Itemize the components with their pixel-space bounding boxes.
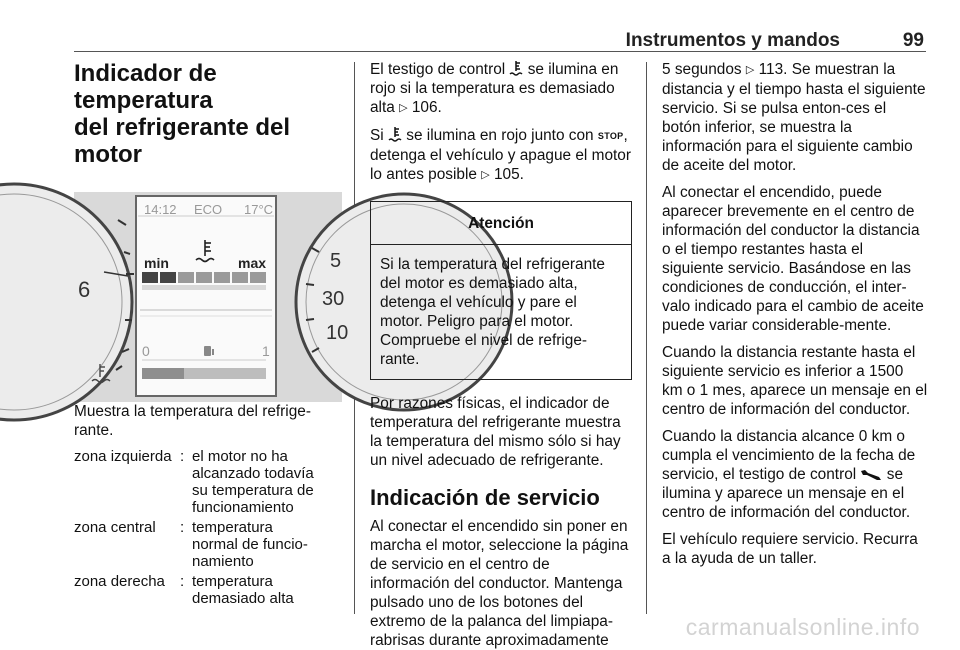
zone-separator: :	[180, 519, 185, 536]
display-max-label: max	[238, 255, 267, 271]
caption: Muestra la temperatura del refrige-rante.	[74, 403, 311, 439]
caution-body: Si la temperatura del refrigerante del motor es demasiado alta, detenga el vehículo y pare el motor. Peligro para el motor. Compruebe el nivel de refrige-rante.	[380, 256, 605, 368]
zone-desc-line: alcanzado todavía	[192, 465, 314, 482]
text-fragment: se ilumina en rojo junto con	[406, 127, 594, 144]
gauge-left-number: 6	[78, 277, 91, 302]
text-fragment: El testigo de control	[370, 61, 506, 78]
text-fragment: Se muestran la distancia y el tiempo hasta el siguiente servicio. Si se pulsa enton-ces el botón inferior, se muestra la información para el siguiente cambio de aceite del motor.	[662, 61, 926, 174]
driver-info-display	[136, 196, 276, 396]
instrument-cluster-illustration	[74, 192, 349, 402]
paragraph-service-required: El vehículo requiere servicio. Recurra a la ayuda de un taller.	[662, 531, 918, 567]
display-eco: ECO	[194, 202, 223, 217]
stop-icon: STOP	[597, 131, 624, 141]
text-fragment: Si	[370, 127, 384, 144]
section-title-line: Indicador de temperatura	[74, 60, 217, 114]
page-ref-arrow-icon: ▷	[399, 102, 408, 114]
section-title-line: del refrigerante del motor	[74, 114, 291, 168]
gauge-right-number-top: 5	[330, 250, 342, 272]
zone-desc	[192, 448, 342, 516]
zone-term: zona central	[74, 519, 156, 536]
zone-separator: :	[180, 573, 185, 590]
page-ref[interactable]: 105.	[493, 166, 524, 183]
display-fuel-one: 1	[262, 343, 270, 359]
zone-desc-line: demasiado alta	[192, 590, 294, 607]
display-fuel-zero: 0	[142, 343, 150, 359]
column-divider-2	[646, 62, 647, 614]
page-ref-arrow-icon: ▷	[745, 64, 755, 76]
display-outside-temp: 17°C	[244, 202, 274, 217]
column-1	[74, 60, 349, 607]
temperature-bar	[142, 272, 266, 290]
caution-box	[370, 201, 632, 380]
page-ref[interactable]: 106.	[411, 99, 442, 116]
zone-desc-line: su temperatura de	[192, 482, 314, 499]
paragraph-ignition: Al conectar el encendido, puede aparecer brevemente en el centro de información del conductor la distancia o el tiempo restantes hasta el siguiente servicio. Basándose en las condiciones de conducción, el inter-valo indicado para el cambio de aceite puede variar considerable-mente.	[662, 184, 924, 334]
zone-term: zona derecha	[74, 573, 165, 590]
header-rule	[74, 51, 926, 52]
zone-desc-line: funcionamiento	[192, 499, 294, 516]
zone-desc	[192, 519, 342, 570]
zone-desc-line: temperatura	[192, 519, 273, 536]
zone-separator: :	[180, 448, 185, 465]
zone-desc-line: temperatura	[192, 573, 273, 590]
text-fragment: , detenga el vehículo y apague el motor lo antes posible	[370, 127, 631, 183]
section-title-service: Indicación de servicio	[370, 485, 600, 510]
text-fragment: se ilumina y aparece un mensaje en el centro de información del conductor.	[662, 466, 911, 521]
page-number: 99	[902, 30, 924, 51]
caution-title: Atención	[371, 202, 631, 245]
page-ref-arrow-icon: ▷	[481, 169, 490, 181]
paragraph-service-continue	[662, 60, 928, 175]
coolant-temperature-icon	[388, 126, 402, 142]
paragraph-physical-reasons: Por razones físicas, el indicador de temperatura del refrigerante muestra la temperatura del mismo sólo si hay un nivel adecuado de refrigerante.	[370, 395, 621, 469]
section-title-coolant	[74, 60, 342, 168]
column-2	[370, 60, 632, 650]
paragraph-warning-light	[370, 60, 632, 118]
zone-desc-line: namiento	[192, 553, 254, 570]
text-fragment: 5 segundos	[662, 61, 742, 78]
paragraph-stop-warning	[370, 126, 632, 185]
page-ref[interactable]: 113.	[758, 61, 788, 78]
text-fragment: se ilumina en rojo si la temperatura es demasiado alta	[370, 61, 619, 116]
header-title: Instrumentos y mandos	[625, 30, 840, 51]
zone-desc-line: normal de funcio-	[192, 536, 308, 553]
zone-desc	[192, 573, 342, 607]
coolant-temperature-icon	[509, 60, 523, 76]
zone-term: zona izquierda	[74, 448, 172, 465]
wrench-icon	[860, 469, 882, 481]
display-min-label: min	[144, 255, 169, 271]
left-gauge	[0, 184, 132, 420]
paragraph-service-due	[662, 427, 928, 522]
column-3	[662, 60, 928, 576]
gauge-right-number-low: 10	[326, 322, 349, 344]
text-fragment: Cuando la distancia alcance 0 km o cumpla el vencimiento de la fecha de servicio, el testigo de control	[662, 428, 916, 483]
zone-desc-line: el motor no ha	[192, 448, 288, 465]
watermark: carmanualsonline.info	[685, 614, 920, 640]
gauge-right-number-mid: 30	[322, 288, 345, 310]
paragraph-remaining-distance: Cuando la distancia restante hasta el siguiente servicio es inferior a 1500 km o 1 mes, aparece un mensaje en el centro de información del conductor.	[662, 344, 928, 418]
paragraph-service-intro: Al conectar el encendido sin poner en marcha el motor, seleccione la página de servicio en el centro de información del conductor. Mantenga pulsado uno de los botones del extremo de la palanca del limpiapa-rabrisas durante aproximadamente	[370, 518, 629, 649]
display-time: 14:12	[144, 202, 177, 217]
zone-definitions	[74, 448, 342, 607]
